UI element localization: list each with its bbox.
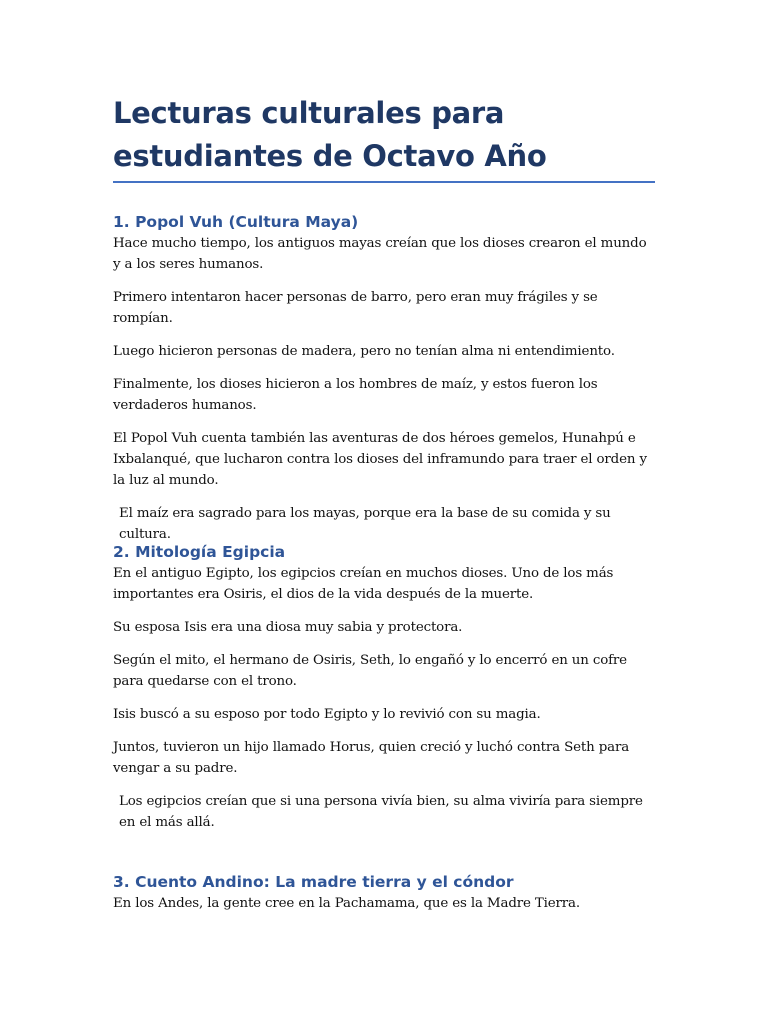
paragraph: Finalmente, los dioses hicieron a los hombres de maíz, y estos fueron los verdaderos humanos. [113, 377, 598, 413]
document-page [113, 92, 655, 911]
paragraph: En el antiguo Egipto, los egipcios creían en muchos dioses. Uno de los más importantes era Osiris, el dios de la vida después de la muerte. [113, 566, 614, 602]
paragraph: En los Andes, la gente cree en la Pachamama, que es la Madre Tierra. [113, 896, 580, 911]
section-heading: 3. Cuento Andino: La madre tierra y el cóndor [113, 873, 514, 891]
paragraph: Su esposa Isis era una diosa muy sabia y protectora. [113, 620, 463, 635]
paragraph: Primero intentaron hacer personas de barro, pero eran muy frágiles y se rompían. [113, 290, 598, 326]
paragraph: Juntos, tuvieron un hijo llamado Horus, quien creció y luchó contra Seth para vengar a su padre. [113, 740, 630, 776]
paragraph: El maíz era sagrado para los mayas, porque era la base de su comida y su cultura. [119, 506, 611, 542]
section-heading: 1. Popol Vuh (Cultura Maya) [113, 213, 359, 231]
paragraph: Hace mucho tiempo, los antiguos mayas creían que los dioses crearon el mundo y a los seres humanos. [113, 236, 647, 272]
paragraph: Los egipcios creían que si una persona vivía bien, su alma viviría para siempre en el más allá. [119, 794, 643, 830]
paragraph: El Popol Vuh cuenta también las aventuras de dos héroes gemelos, Hunahpú e Ixbalanqué, que lucharon contra los dioses del inframundo para traer el orden y la luz al mundo. [113, 431, 647, 488]
section-body [113, 563, 655, 833]
title-divider [113, 181, 655, 183]
document-title: Lecturas culturales para estudiantes de Octavo Año [113, 96, 547, 173]
section-heading: 2. Mitología Egipcia [113, 543, 286, 561]
section-cuento-andino [113, 872, 655, 914]
paragraph: Según el mito, el hermano de Osiris, Seth, lo engañó y lo encerró en un cofre para quedarse con el trono. [113, 653, 627, 689]
section-mitologia-egipcia [113, 542, 655, 833]
paragraph: Luego hicieron personas de madera, pero no tenían alma ni entendimiento. [113, 344, 615, 359]
section-body [113, 893, 655, 914]
paragraph: Isis buscó a su esposo por todo Egipto y lo revivió con su magia. [113, 707, 541, 722]
section-popol-vuh [113, 212, 655, 545]
section-body [113, 233, 655, 545]
